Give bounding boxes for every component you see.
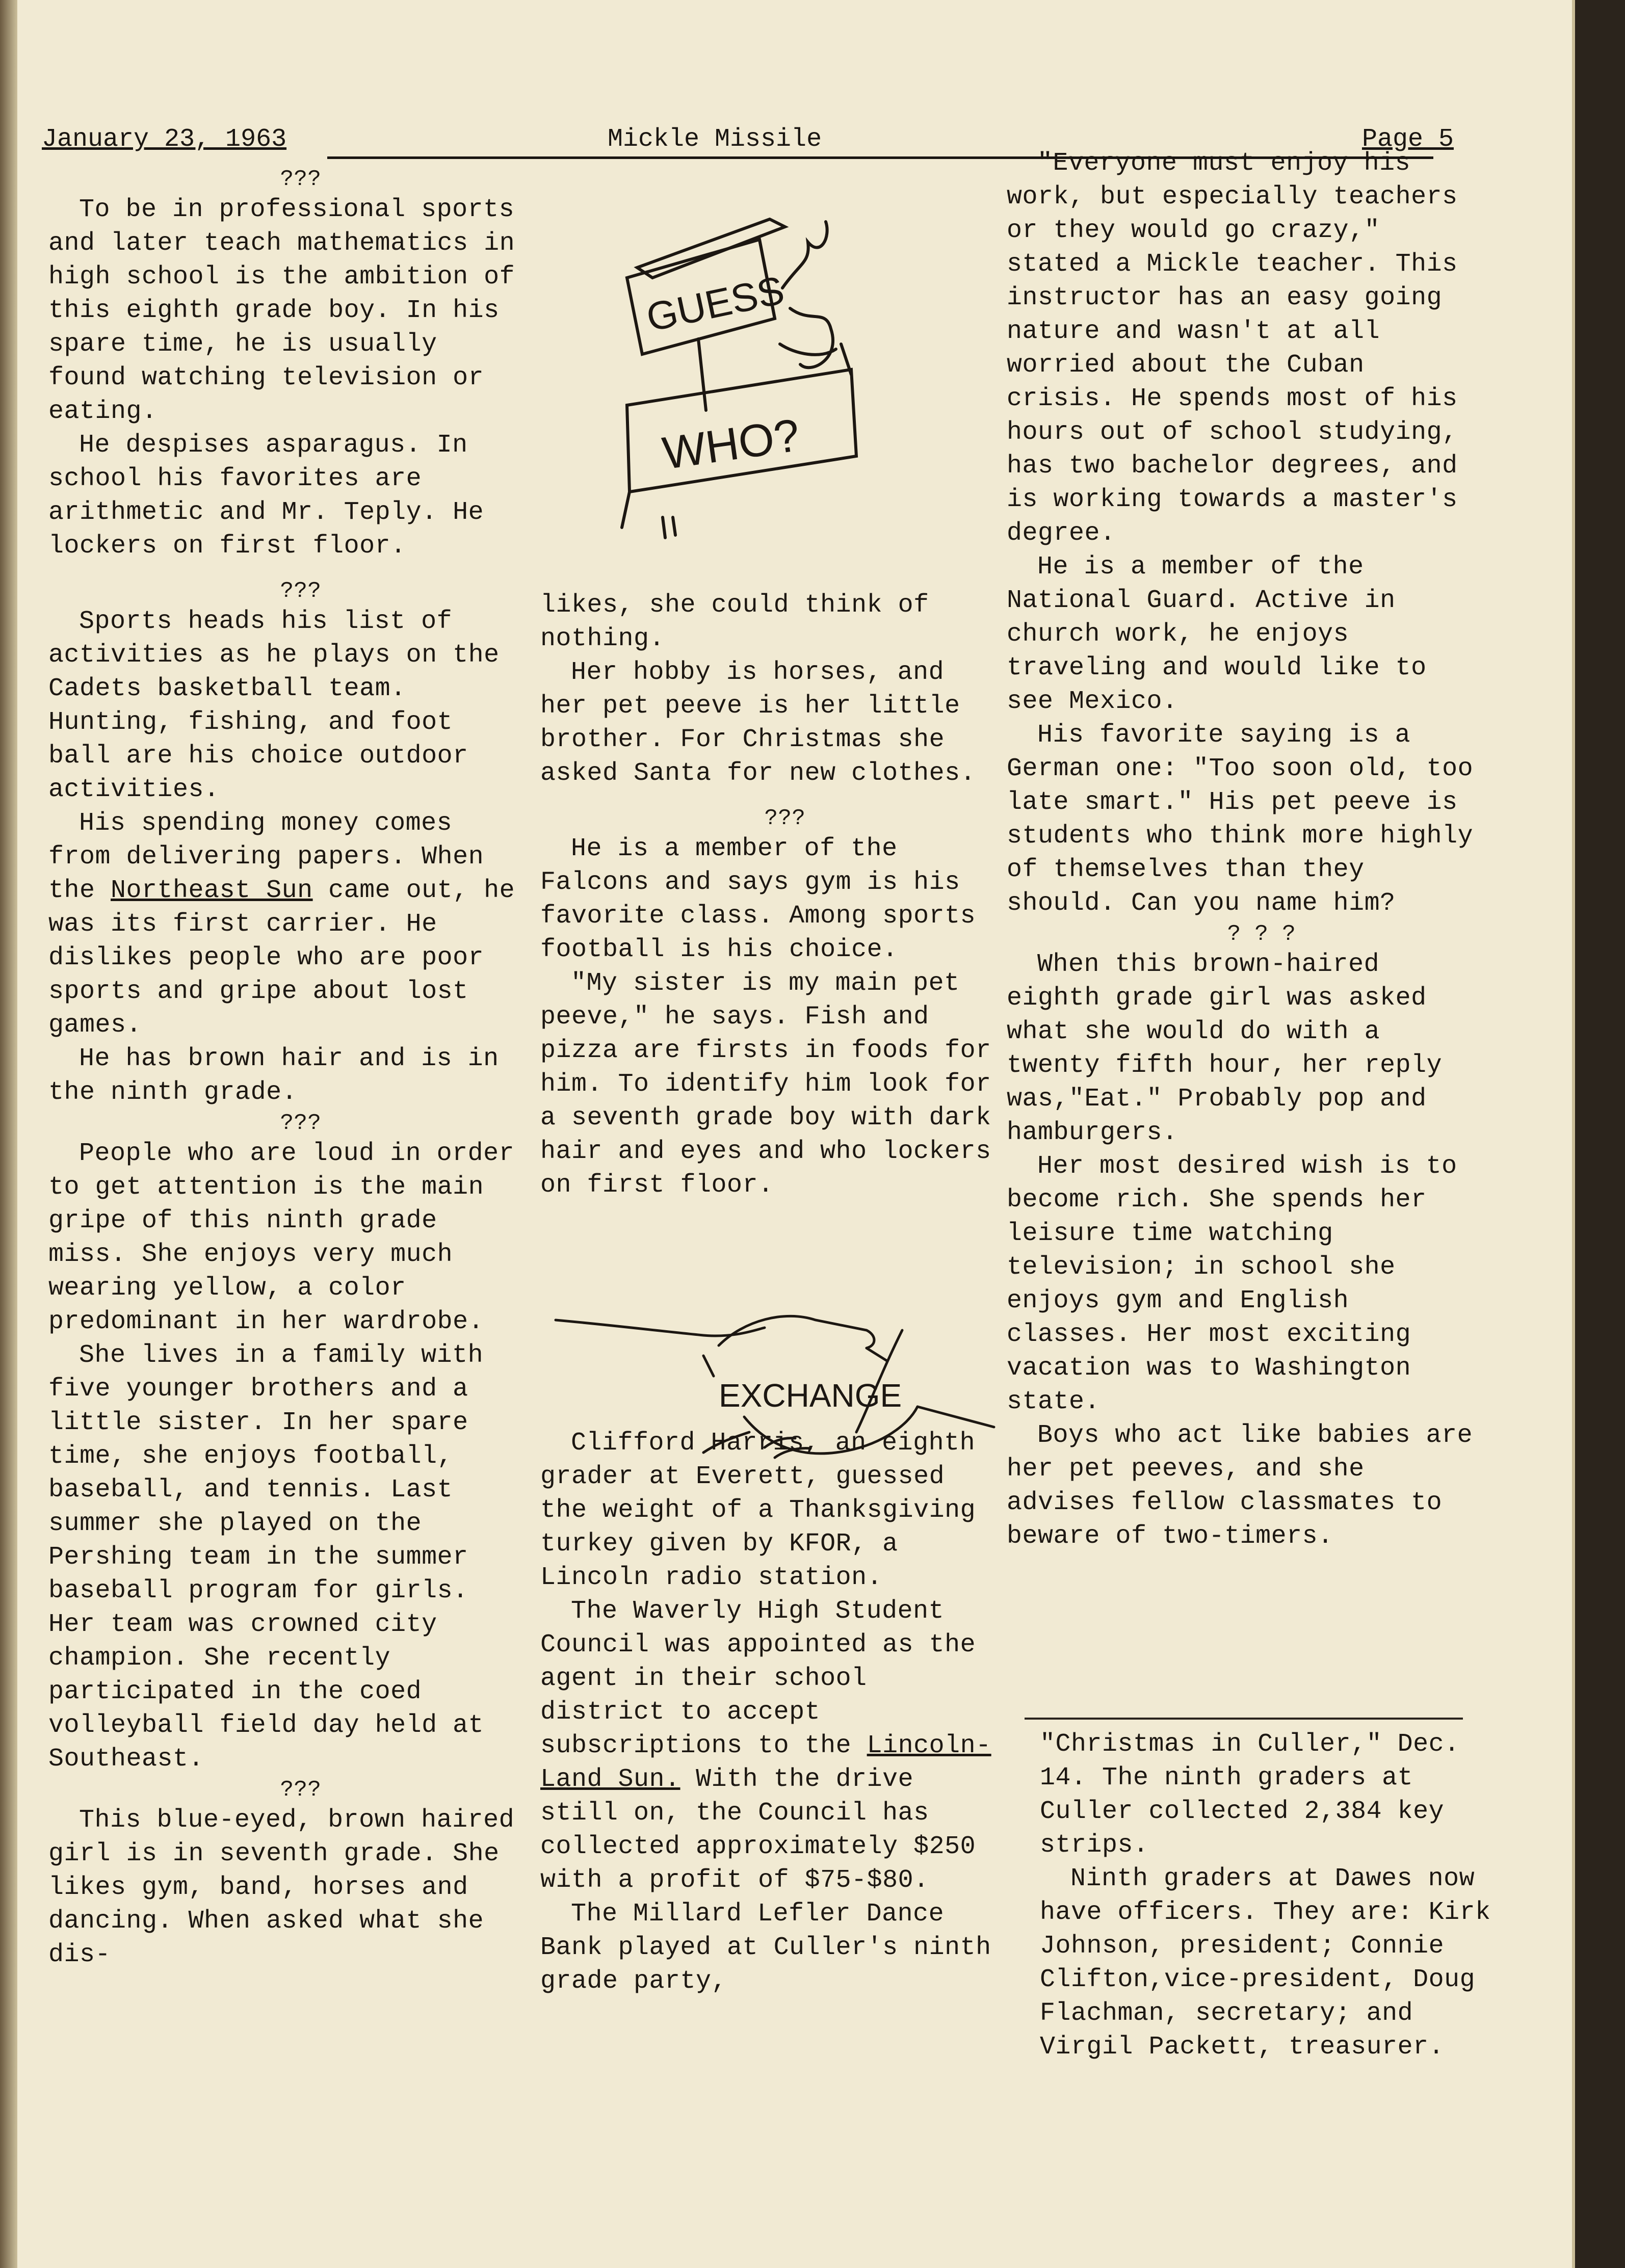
paragraph: Sports heads his list of activities as he plays on the Cadets basketball team. Hunting, fishing, and foot ball are his choice outdoor activities. [48, 607, 500, 804]
paragraph: "Christmas in Culler," Dec. 14. The ninth graders at Culler collected 2,384 key strips. [1040, 1730, 1460, 1860]
page-binding-edge [0, 0, 17, 2268]
paragraph: To be in professional sports and later teach mathematics in high school is the ambition of this eighth grade boy. In his spare time, he is usually found watching television or eating. [48, 195, 515, 426]
paragraph: likes, she could think of nothing. [540, 591, 929, 653]
section-marks: ??? [280, 1111, 322, 1136]
section-marks: ??? [280, 1777, 322, 1803]
newspaper-name: Mickle Missile [608, 125, 822, 154]
column-1 [48, 166, 522, 1972]
column-3-divider [1025, 1718, 1463, 1720]
text-run: His spending money comes from delivering papers. When the [48, 809, 484, 905]
paragraph: Her most desired wish is to become rich. She spends her leisure time watching television; in school she enjoys gym and English classes. Her most exciting vacation was to Washington state. [1007, 1152, 1457, 1416]
paragraph: The Millard Lefler Dance Bank played at Culler's ninth grade party, [540, 1900, 991, 1996]
column-3-news-briefs [1040, 1728, 1493, 2064]
guess-label: GUESS [642, 267, 788, 340]
section-marks: ??? [764, 806, 806, 831]
paragraph: His favorite saying is a German one: "Too soon old, too late smart." His pet peeve is students who think more highly of themselves than they should. Can you name him? [1007, 721, 1474, 918]
paragraph: Boys who act like babies are her pet peeves, and she advises fellow classmates to beware of two-timers. [1007, 1421, 1473, 1551]
paragraph: "My sister is my main pet peeve," he says. Fish and pizza are firsts in foods for him. To identify him look for a seventh grade boy with dark hair and eyes and who lockers on first floor. [540, 969, 991, 1200]
paragraph: He is a member of the Falcons and says gym is his favorite class. Among sports football is his choice. [540, 834, 976, 964]
paragraph: He has brown hair and is in the ninth grade. [48, 1044, 499, 1107]
column-3 [1007, 147, 1486, 1553]
paragraph: Her hobby is horses, and her pet peeve is her little brother. For Christmas she asked Santa for new clothes. [540, 658, 976, 788]
newspaper-title-northeast-sun: Northeast Sun [111, 876, 313, 905]
section-marks: ??? [280, 578, 322, 604]
issue-date: January 23, 1963 [42, 125, 287, 154]
page-number: Page 5 [1361, 125, 1454, 154]
section-marks: ? ? ? [1227, 921, 1296, 947]
who-label: WHO? [659, 409, 803, 480]
paragraph: This blue-eyed, brown haired girl is in seventh grade. She likes gym, band, horses and dancing. When asked what she dis- [48, 1806, 515, 1969]
paragraph: He despises asparagus. In school his favorites are arithmetic and Mr. Teply. He lockers on first floor. [48, 431, 484, 561]
paragraph: People who are loud in order to get attention is the main gripe of this ninth grade miss. She enjoys very much wearing yellow, a color predominant in her wardrobe. [48, 1139, 515, 1336]
paragraph [540, 1595, 999, 1897]
paragraph: "Everyone must enjoy his work, but especially teachers or they would go crazy," stated a Mickle teacher. This instructor has an easy going nature and wasn't at all worried about the Cuban crisis. He spends most of his hours out of school studying, has two bachelor degrees, and is working towards a master's degree. [1007, 149, 1458, 548]
exchange-handshake-illustration [551, 1300, 999, 1473]
paragraph: Ninth graders at Dawes now have officers. They are: Kirk Johnson, president; Connie Clifton,vice-president, Doug Flachman, secretary; and Virgil Packett, treasurer. [1040, 1864, 1491, 2062]
paragraph [48, 807, 522, 1042]
paragraph: He is a member of the National Guard. Active in church work, he enjoys traveling and would like to see Mexico. [1007, 552, 1427, 716]
section-marks: ??? [280, 167, 322, 192]
text-run: The Waverly High Student Council was appointed as the agent in their school district to accept subscriptions to the [540, 1597, 976, 1760]
newspaper-title-lincoln-land-sun: Lincoln-Land Sun. [540, 1731, 991, 1794]
guess-who-illustration [607, 191, 872, 548]
paragraph: Clifford Harris, an eighth grader at Everett, guessed the weight of a Thanksgiving turkey given by KFOR, a Lincoln radio station. [540, 1429, 976, 1592]
text-run: came out, he was its first carrier. He dislikes people who are poor sports and gripe about lost games. [48, 876, 515, 1040]
column-2 [540, 589, 999, 1998]
paragraph: She lives in a family with five younger brothers and a little sister. In her spare time, she enjoys football, baseball, and tennis. Last summer she played on the Pershing team in the summer baseball program for girls. Her team was crowned city champion. She recently participated in the coed volleyball field day held at Southeast. [48, 1341, 484, 1774]
exchange-label: EXCHANGE [719, 1377, 902, 1414]
text-run: With the drive still on, the Council has collected approximately $250 with a profit of $75-$80. [540, 1765, 976, 1895]
paragraph: When this brown-haired eighth grade girl was asked what she would do with a twenty fifth hour, her reply was,"Eat." Probably pop and hamburgers. [1007, 950, 1443, 1147]
